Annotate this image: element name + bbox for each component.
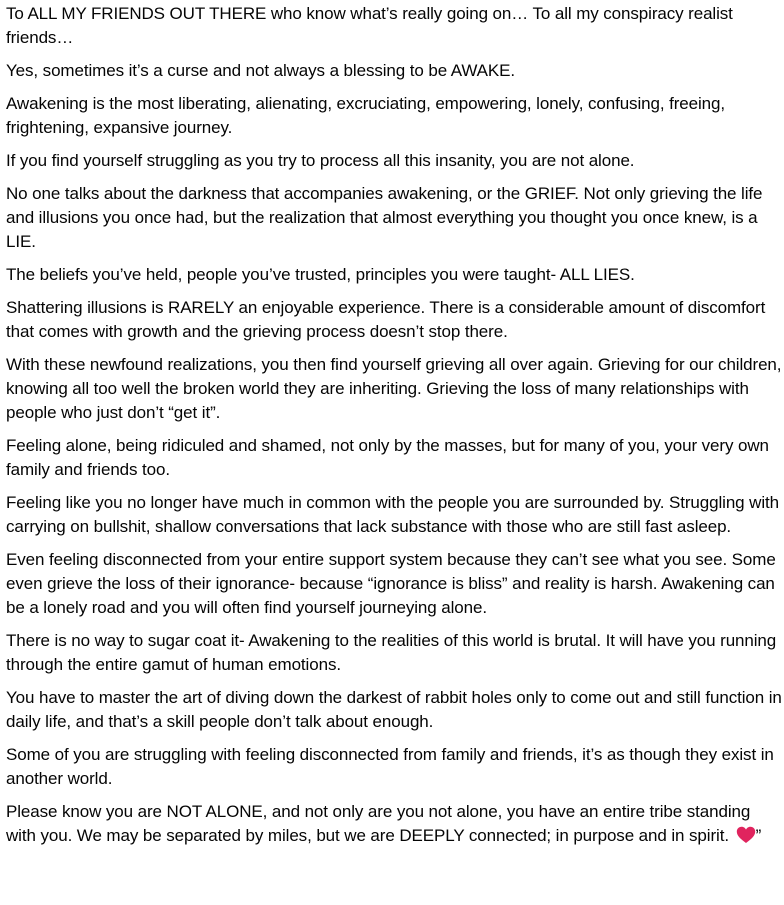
- red-heart-icon: [736, 826, 756, 844]
- paragraph-8: With these newfound realizations, you then find yourself grieving all over again. Grieving for our children, knowing all too well the broken world they are inheriting. Grieving the loss of many relationships with people who just don’t “get it”.: [6, 354, 782, 422]
- paragraph-13: You have to master the art of diving down the darkest of rabbit holes only to come out and still function in daily life, and that’s a skill people don’t talk about enough.: [6, 688, 782, 732]
- paragraph-closing: [6, 800, 782, 848]
- closing-quote: ”: [755, 826, 762, 846]
- closing-text: Please know you are NOT ALONE, and not only are you not alone, you have an entire tribe standing with you. We may be separated by miles, but we are DEEPLY connected; in purpose and in spirit.: [6, 802, 751, 846]
- paragraph-10: Feeling like you no longer have much in common with the people you are surrounded by. Struggling with carrying on bullshit, shallow conversations that lack substance with those who are still fast asleep.: [6, 492, 779, 536]
- paragraph-1: To ALL MY FRIENDS OUT THERE who know what’s really going on… To all my conspiracy realist friends…: [6, 4, 733, 48]
- paragraph-7: Shattering illusions is RARELY an enjoyable experience. There is a considerable amount of discomfort that comes with growth and the grieving process doesn’t stop there.: [6, 297, 766, 341]
- paragraph-3: Awakening is the most liberating, alienating, excruciating, empowering, lonely, confusing, freeing, frightening, expansive journey.: [6, 93, 725, 137]
- paragraph-5: No one talks about the darkness that accompanies awakening, or the GRIEF. Not only grieving the life and illusions you once had, but the realization that almost everything you thought you once knew, is a LIE.: [6, 183, 763, 251]
- paragraph-4: If you find yourself struggling as you try to process all this insanity, you are not alone.: [6, 150, 635, 170]
- paragraph-6: The beliefs you’ve held, people you’ve trusted, principles you were taught- ALL LIES.: [6, 264, 635, 284]
- paragraph-9: Feeling alone, being ridiculed and shamed, not only by the masses, but for many of you, your very own family and friends too.: [6, 435, 769, 479]
- paragraph-2: Yes, sometimes it’s a curse and not always a blessing to be AWAKE.: [6, 61, 516, 80]
- paragraph-12: There is no way to sugar coat it- Awakening to the realities of this world is brutal. It will have you running through the entire gamut of human emotions.: [6, 631, 777, 675]
- paragraph-14: Some of you are struggling with feeling disconnected from family and friends, it’s as though they exist in another world.: [6, 745, 774, 789]
- paragraph-11: Even feeling disconnected from your entire support system because they can’t see what you see. Some even grieve the loss of their ignorance- because “ignorance is bliss” and reality is harsh. Awakening can be a lonely road and you will often find yourself journeying alone.: [6, 549, 776, 618]
- post-body: [6, 2, 782, 857]
